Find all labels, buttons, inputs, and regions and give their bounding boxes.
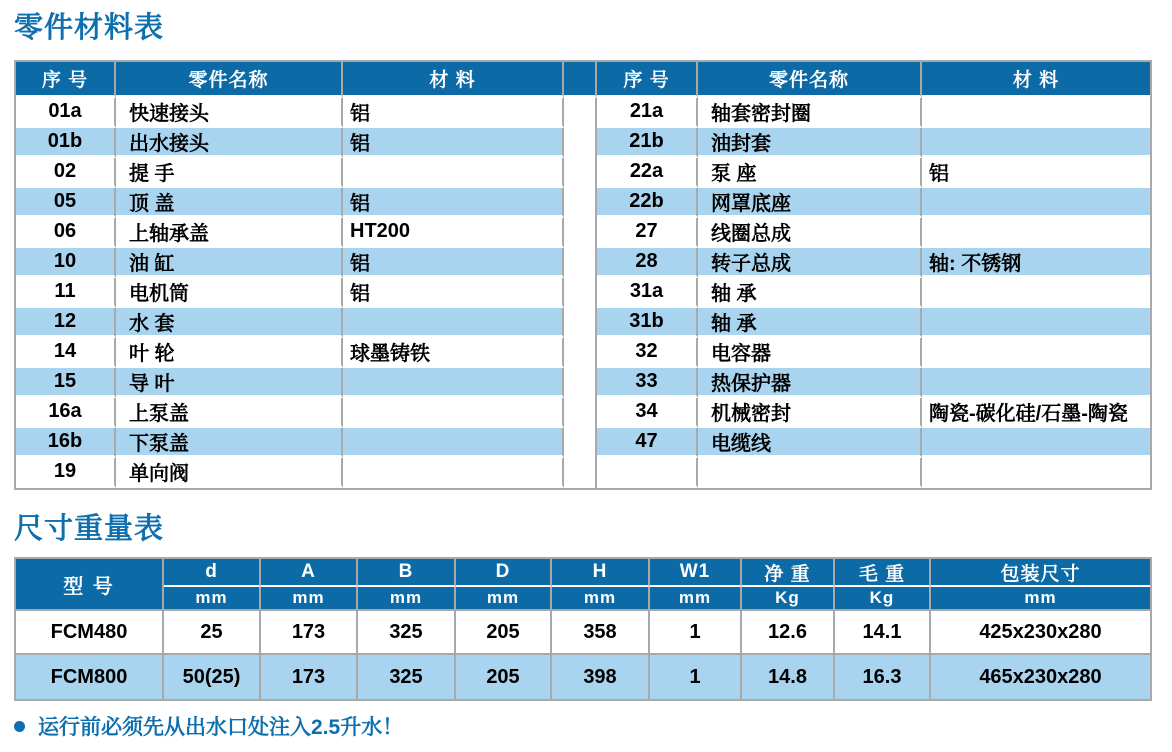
part-name: 电容器 <box>698 338 922 368</box>
header-W1: W1 <box>650 559 742 587</box>
part-index: 34 <box>597 398 698 428</box>
part-name <box>698 458 922 488</box>
parts-table-title: 零件材料表 <box>14 12 165 44</box>
part-material <box>343 158 564 188</box>
header-material-left: 材 料 <box>343 62 564 98</box>
unit-d: mm <box>164 587 261 611</box>
part-index: 15 <box>16 368 116 398</box>
part-material: 球墨铸铁 <box>343 338 564 368</box>
part-name: 机械密封 <box>698 398 922 428</box>
table-gap-column <box>564 98 597 488</box>
part-index: 19 <box>16 458 116 488</box>
part-index <box>597 458 698 488</box>
dims-table-title: 尺寸重量表 <box>14 513 165 545</box>
part-index: 06 <box>16 218 116 248</box>
part-material: HT200 <box>343 218 564 248</box>
part-material <box>343 308 564 338</box>
part-index: 10 <box>16 248 116 278</box>
part-name: 转子总成 <box>698 248 922 278</box>
header-model: 型 号 <box>16 559 164 611</box>
part-name: 电缆线 <box>698 428 922 458</box>
part-material <box>922 428 1150 458</box>
H-value: 358 <box>552 611 650 655</box>
A-value: 173 <box>261 655 358 699</box>
part-name: 上轴承盖 <box>116 218 343 248</box>
part-name: 水 套 <box>116 308 343 338</box>
gross-weight-value: 14.1 <box>835 611 931 655</box>
package-size-value: 425x230x280 <box>931 611 1150 655</box>
net-weight-value: 12.6 <box>742 611 835 655</box>
B-value: 325 <box>358 655 456 699</box>
header-B: B <box>358 559 456 587</box>
part-index: 22b <box>597 188 698 218</box>
part-material <box>922 458 1150 488</box>
part-material <box>922 278 1150 308</box>
part-index: 02 <box>16 158 116 188</box>
part-index: 47 <box>597 428 698 458</box>
dimensions-weight-table <box>14 557 1152 701</box>
part-index: 05 <box>16 188 116 218</box>
part-index: 32 <box>597 338 698 368</box>
part-index: 21a <box>597 98 698 128</box>
part-material <box>922 338 1150 368</box>
parts-material-table <box>14 60 1152 490</box>
part-material <box>343 368 564 398</box>
warning-note-text: 运行前必须先从出水口处注入2.5升水！ <box>38 716 404 739</box>
unit-A: mm <box>261 587 358 611</box>
D-value: 205 <box>456 655 552 699</box>
part-material: 铝 <box>343 248 564 278</box>
d-value: 25 <box>164 611 261 655</box>
net-weight-value: 14.8 <box>742 655 835 699</box>
header-D: D <box>456 559 552 587</box>
part-name: 出水接头 <box>116 128 343 158</box>
part-material <box>343 458 564 488</box>
part-index: 31b <box>597 308 698 338</box>
unit-W1: mm <box>650 587 742 611</box>
part-index: 31a <box>597 278 698 308</box>
part-name: 轴套密封圈 <box>698 98 922 128</box>
part-name: 叶 轮 <box>116 338 343 368</box>
A-value: 173 <box>261 611 358 655</box>
part-name: 轴 承 <box>698 308 922 338</box>
part-index: 21b <box>597 128 698 158</box>
header-index-right: 序 号 <box>597 62 698 98</box>
part-name: 热保护器 <box>698 368 922 398</box>
part-index: 28 <box>597 248 698 278</box>
unit-gross-weight: Kg <box>835 587 931 611</box>
part-material <box>922 188 1150 218</box>
D-value: 205 <box>456 611 552 655</box>
part-index: 01a <box>16 98 116 128</box>
part-material: 陶瓷-碳化硅/石墨-陶瓷 <box>922 398 1150 428</box>
part-material <box>922 218 1150 248</box>
part-material <box>922 128 1150 158</box>
H-value: 398 <box>552 655 650 699</box>
header-net-weight: 净 重 <box>742 559 835 587</box>
part-index: 16a <box>16 398 116 428</box>
part-name: 下泵盖 <box>116 428 343 458</box>
d-value: 50(25) <box>164 655 261 699</box>
unit-D: mm <box>456 587 552 611</box>
part-index: 01b <box>16 128 116 158</box>
part-name: 轴 承 <box>698 278 922 308</box>
part-name: 顶 盖 <box>116 188 343 218</box>
part-name: 网罩底座 <box>698 188 922 218</box>
part-material: 轴: 不锈钢 <box>922 248 1150 278</box>
unit-B: mm <box>358 587 456 611</box>
part-index: 12 <box>16 308 116 338</box>
part-name: 油 缸 <box>116 248 343 278</box>
unit-H: mm <box>552 587 650 611</box>
part-index: 11 <box>16 278 116 308</box>
part-name: 油封套 <box>698 128 922 158</box>
W1-value: 1 <box>650 611 742 655</box>
part-name: 线圈总成 <box>698 218 922 248</box>
part-index: 14 <box>16 338 116 368</box>
part-material: 铝 <box>343 188 564 218</box>
part-name: 提 手 <box>116 158 343 188</box>
unit-net-weight: Kg <box>742 587 835 611</box>
part-material: 铝 <box>922 158 1150 188</box>
header-d: d <box>164 559 261 587</box>
header-index-left: 序 号 <box>16 62 116 98</box>
header-package-size: 包装尺寸 <box>931 559 1150 587</box>
package-size-value: 465x230x280 <box>931 655 1150 699</box>
part-index: 27 <box>597 218 698 248</box>
header-gap <box>564 62 597 98</box>
part-name: 单向阀 <box>116 458 343 488</box>
part-material <box>343 428 564 458</box>
part-name: 电机筒 <box>116 278 343 308</box>
model-value: FCM480 <box>16 611 164 655</box>
part-name: 上泵盖 <box>116 398 343 428</box>
part-name: 快速接头 <box>116 98 343 128</box>
unit-package-size: mm <box>931 587 1150 611</box>
part-material <box>922 368 1150 398</box>
W1-value: 1 <box>650 655 742 699</box>
warning-note <box>14 711 403 741</box>
model-value: FCM800 <box>16 655 164 699</box>
part-index: 22a <box>597 158 698 188</box>
part-material: 铝 <box>343 98 564 128</box>
header-name-right: 零件名称 <box>698 62 922 98</box>
part-name: 导 叶 <box>116 368 343 398</box>
header-gross-weight: 毛 重 <box>835 559 931 587</box>
bullet-icon <box>14 721 25 732</box>
part-material <box>343 398 564 428</box>
header-A: A <box>261 559 358 587</box>
header-material-right: 材 料 <box>922 62 1150 98</box>
part-index: 16b <box>16 428 116 458</box>
part-index: 33 <box>597 368 698 398</box>
header-H: H <box>552 559 650 587</box>
part-material: 铝 <box>343 128 564 158</box>
B-value: 325 <box>358 611 456 655</box>
header-name-left: 零件名称 <box>116 62 343 98</box>
part-name: 泵 座 <box>698 158 922 188</box>
part-material <box>922 98 1150 128</box>
part-material: 铝 <box>343 278 564 308</box>
gross-weight-value: 16.3 <box>835 655 931 699</box>
part-material <box>922 308 1150 338</box>
